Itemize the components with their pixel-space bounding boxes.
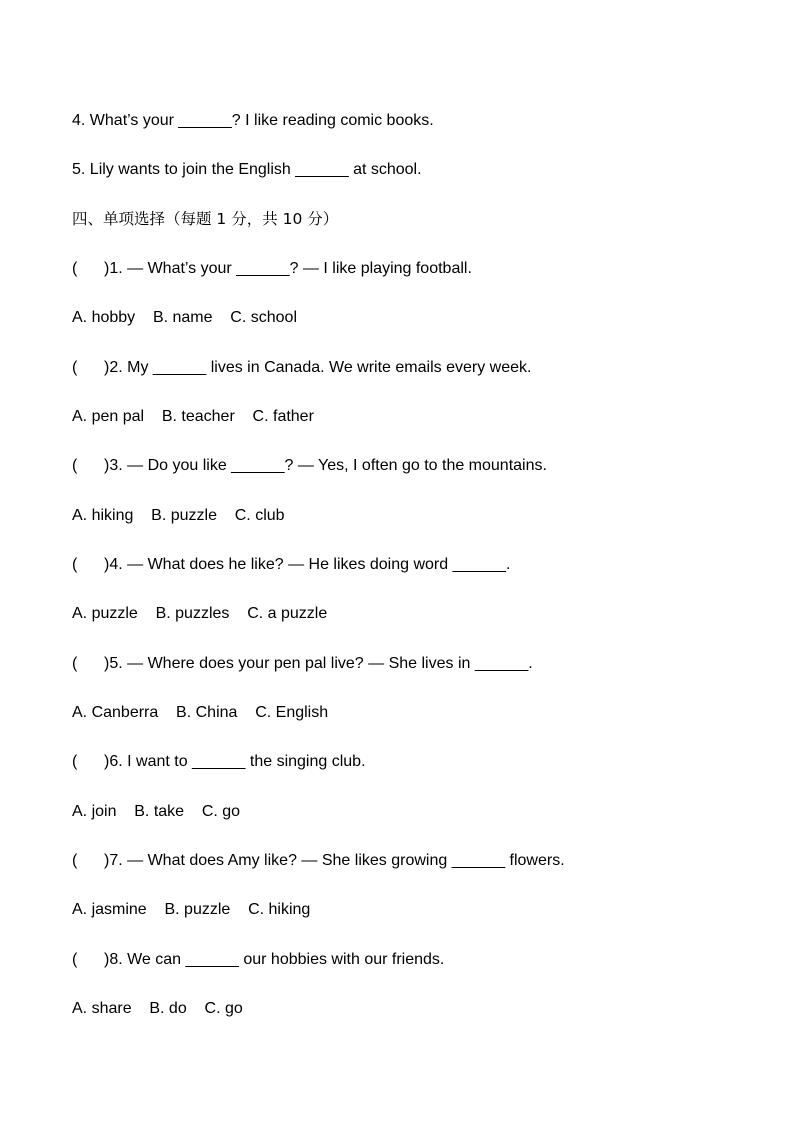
question-3-stem: ( )3. — Do you like ______? — Yes, I often go to the mountains. [72, 457, 547, 474]
question-8-options: A. share B. do C. go [72, 1000, 243, 1017]
question-3-options: A. hiking B. puzzle C. club [72, 507, 285, 524]
section-heading: 四、单项选择（每题 1 分，共 10 分） [72, 210, 339, 228]
question-4-options: A. puzzle B. puzzles C. a puzzle [72, 605, 328, 622]
question-5-stem: ( )5. — Where does your pen pal live? — She lives in ______. [72, 655, 533, 672]
fill-blank-question-5: 5. Lily wants to join the English ______ at school. [72, 161, 422, 178]
question-6-options: A. join B. take C. go [72, 803, 241, 820]
question-7-options: A. jasmine B. puzzle C. hiking [72, 901, 311, 918]
question-4-stem: ( )4. — What does he like? — He likes doing word ______. [72, 556, 511, 573]
question-1-stem: ( )1. — What’s your ______? — I like playing football. [72, 260, 472, 277]
question-2-options: A. pen pal B. teacher C. father [72, 408, 314, 425]
question-1-options: A. hobby B. name C. school [72, 309, 297, 326]
fill-blank-question-4: 4. What’s your ______? I like reading comic books. [72, 112, 434, 129]
question-2-stem: ( )2. My ______ lives in Canada. We write emails every week. [72, 359, 532, 376]
question-5-options: A. Canberra B. China C. English [72, 704, 329, 721]
question-7-stem: ( )7. — What does Amy like? — She likes growing ______ flowers. [72, 852, 565, 869]
question-6-stem: ( )6. I want to ______ the singing club. [72, 753, 366, 770]
question-8-stem: ( )8. We can ______ our hobbies with our friends. [72, 951, 445, 968]
